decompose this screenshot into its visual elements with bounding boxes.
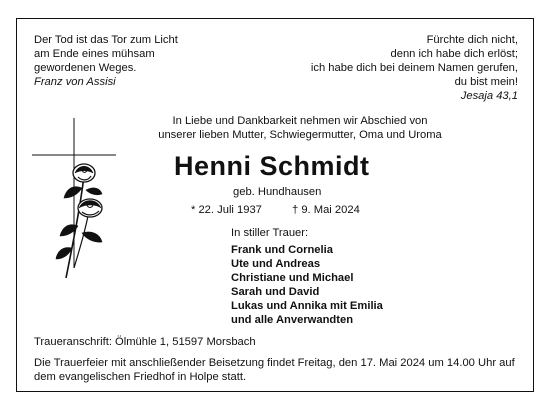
quote-right-line-3: ich habe dich bei deinem Namen gerufen, <box>310 62 518 74</box>
quote-left-line-1: Der Tod ist das Tor zum Licht <box>34 34 178 46</box>
quote-right-source: Jesaja 43,1 <box>460 90 518 102</box>
cross-with-rose <box>30 118 120 318</box>
funeral-line-2: dem evangelischen Friedhof in Holpe statt. <box>34 371 247 383</box>
birth-name: geb. Hundhausen <box>233 186 322 198</box>
quote-right-line-1: Fürchte dich nicht, <box>426 34 518 46</box>
mourning-heading: In stiller Trauer: <box>231 227 309 239</box>
quote-left-line-3: gewordenen Weges. <box>34 62 137 74</box>
mourner-6: und alle Anverwandten <box>231 314 354 326</box>
rose-icon <box>56 164 102 278</box>
quote-right-line-4: du bist mein! <box>454 76 518 88</box>
mourner-2: Ute und Andreas <box>231 258 321 270</box>
quote-right-line-2: denn ich habe dich erlöst; <box>390 48 518 60</box>
deceased-name: Henni Schmidt <box>174 151 370 181</box>
quote-left-author: Franz von Assisi <box>34 76 116 88</box>
funeral-line-1: Die Trauerfeier mit anschließender Beisetzung findet Freitag, den 17. Mai 2024 um 14.00 Uhr auf <box>34 357 515 369</box>
mourner-3: Christiane und Michael <box>231 272 354 284</box>
mourning-address: Traueranschrift: Ölmühle 1, 51597 Morsbach <box>34 336 256 348</box>
mourner-5: Lukas und Annika mit Emilia <box>231 300 383 312</box>
mourner-1: Frank und Cornelia <box>231 244 333 256</box>
intro-line-1: In Liebe und Dankbarkeit nehmen wir Abschied von <box>172 115 428 127</box>
intro-line-2: unserer lieben Mutter, Schwiegermutter, Oma und Uroma <box>158 129 442 141</box>
birth-date: * 22. Juli 1937 <box>191 204 262 216</box>
mourner-4: Sarah und David <box>231 286 320 298</box>
quote-left-line-2: am Ende eines mühsam <box>34 48 155 60</box>
death-date: † 9. Mai 2024 <box>292 204 360 216</box>
